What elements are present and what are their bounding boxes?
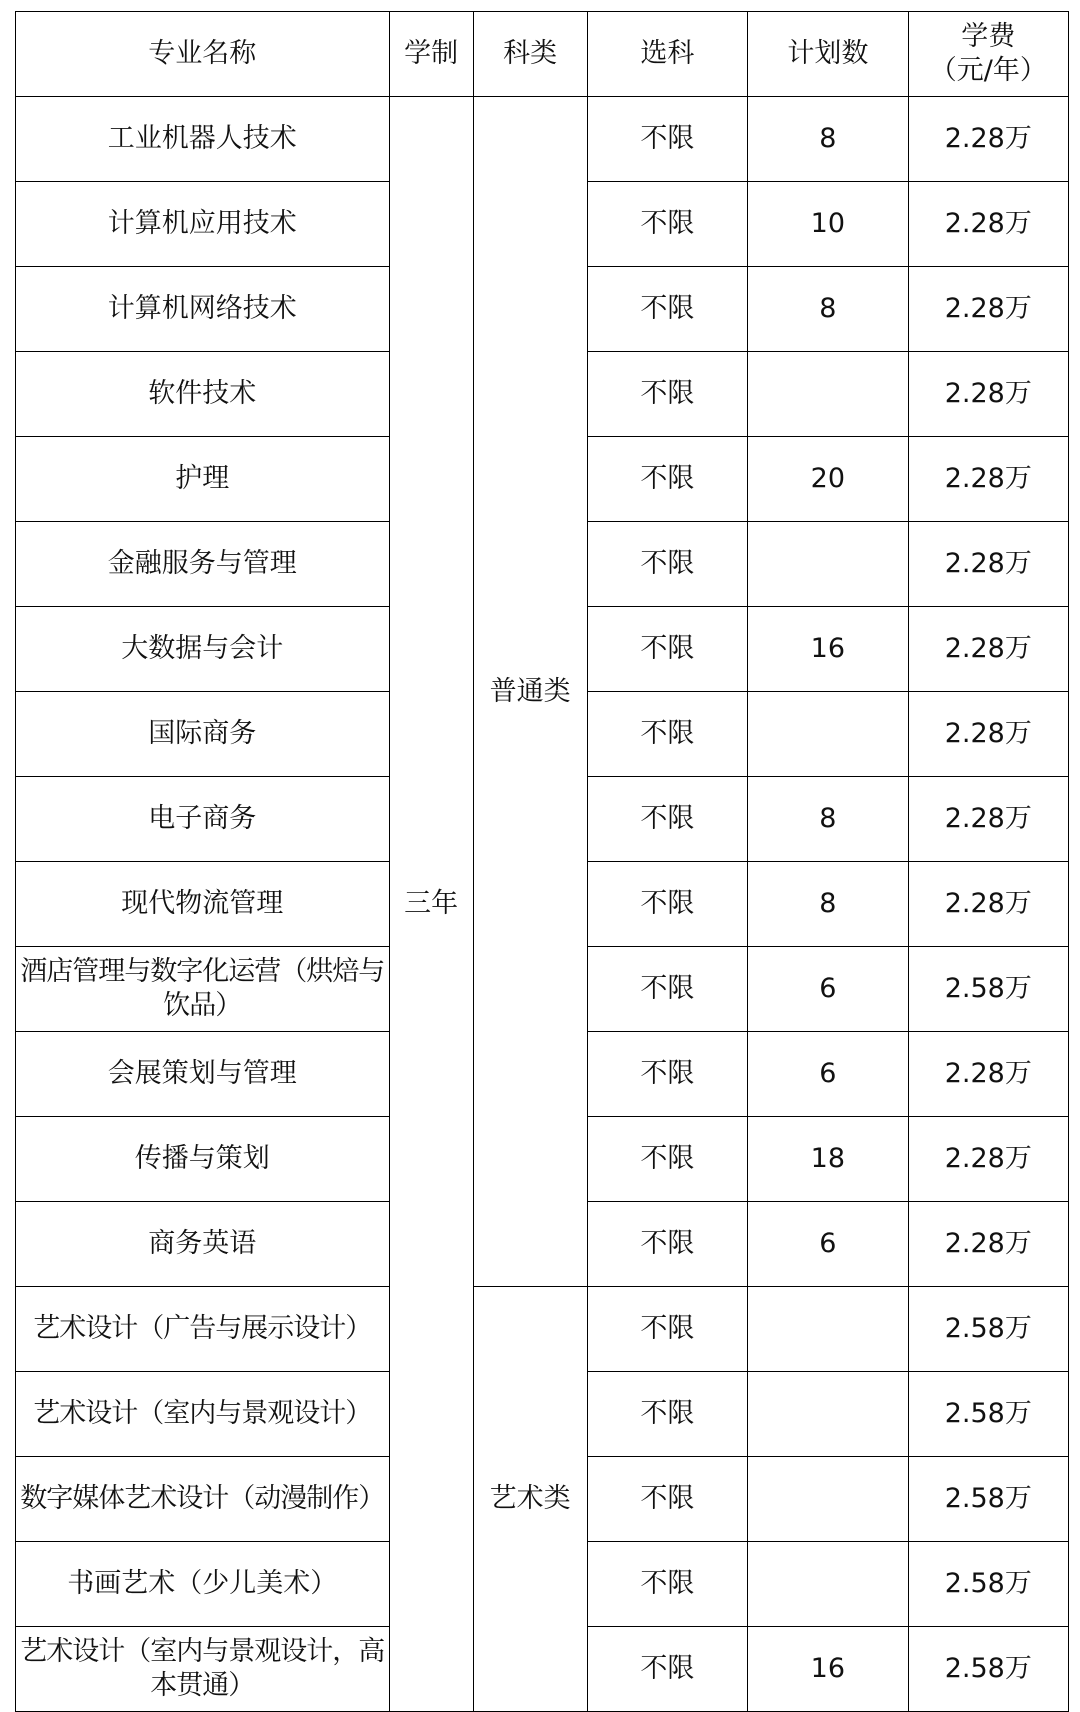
tuition-cell: 2.58万 bbox=[908, 1372, 1068, 1457]
major-name-cell: 计算机网络技术 bbox=[16, 267, 390, 352]
plan-count-cell bbox=[748, 352, 908, 437]
tuition-cell: 2.28万 bbox=[908, 522, 1068, 607]
subject-requirement-cell: 不限 bbox=[587, 947, 747, 1032]
subject-requirement-cell: 不限 bbox=[587, 437, 747, 522]
plan-count-cell: 20 bbox=[748, 437, 908, 522]
subject-requirement-cell: 不限 bbox=[587, 1287, 747, 1372]
header-subject-requirement: 选科 bbox=[587, 12, 747, 97]
major-name-cell: 商务英语 bbox=[16, 1202, 390, 1287]
subject-requirement-cell: 不限 bbox=[587, 777, 747, 862]
tuition-cell: 2.28万 bbox=[908, 692, 1068, 777]
major-name-cell: 工业机器人技术 bbox=[16, 97, 390, 182]
tuition-cell: 2.28万 bbox=[908, 182, 1068, 267]
plan-count-cell: 6 bbox=[748, 947, 908, 1032]
major-name-cell: 艺术设计（室内与景观设计，高本贯通） bbox=[16, 1627, 390, 1712]
subject-requirement-cell: 不限 bbox=[587, 182, 747, 267]
major-name-cell: 会展策划与管理 bbox=[16, 1032, 390, 1117]
category-cell: 普通类 bbox=[473, 97, 587, 1287]
tuition-cell: 2.58万 bbox=[908, 1542, 1068, 1627]
plan-count-cell: 16 bbox=[748, 1627, 908, 1712]
plan-count-cell bbox=[748, 1287, 908, 1372]
major-name-cell: 电子商务 bbox=[16, 777, 390, 862]
tuition-cell: 2.28万 bbox=[908, 1202, 1068, 1287]
subject-requirement-cell: 不限 bbox=[587, 1457, 747, 1542]
subject-requirement-cell: 不限 bbox=[587, 1372, 747, 1457]
major-name-cell: 数字媒体艺术设计（动漫制作） bbox=[16, 1457, 390, 1542]
table-row bbox=[16, 97, 1069, 182]
major-name-cell: 国际商务 bbox=[16, 692, 390, 777]
plan-count-cell: 18 bbox=[748, 1117, 908, 1202]
major-name-cell: 酒店管理与数字化运营（烘焙与饮品） bbox=[16, 947, 390, 1032]
subject-requirement-cell: 不限 bbox=[587, 1032, 747, 1117]
subject-requirement-cell: 不限 bbox=[587, 1542, 747, 1627]
header-category: 科类 bbox=[473, 12, 587, 97]
major-name-cell: 护理 bbox=[16, 437, 390, 522]
major-name-cell: 艺术设计（室内与景观设计） bbox=[16, 1372, 390, 1457]
header-duration: 学制 bbox=[389, 12, 473, 97]
plan-count-cell: 8 bbox=[748, 97, 908, 182]
tuition-cell: 2.28万 bbox=[908, 267, 1068, 352]
subject-requirement-cell: 不限 bbox=[587, 1202, 747, 1287]
major-name-cell: 现代物流管理 bbox=[16, 862, 390, 947]
plan-count-cell bbox=[748, 522, 908, 607]
plan-count-cell: 10 bbox=[748, 182, 908, 267]
major-name-cell: 艺术设计（广告与展示设计） bbox=[16, 1287, 390, 1372]
tuition-cell: 2.28万 bbox=[908, 777, 1068, 862]
tuition-cell: 2.28万 bbox=[908, 97, 1068, 182]
major-name-cell: 大数据与会计 bbox=[16, 607, 390, 692]
tuition-cell: 2.58万 bbox=[908, 1627, 1068, 1712]
subject-requirement-cell: 不限 bbox=[587, 97, 747, 182]
plan-count-cell bbox=[748, 1457, 908, 1542]
tuition-cell: 2.28万 bbox=[908, 352, 1068, 437]
plan-count-cell: 8 bbox=[748, 862, 908, 947]
subject-requirement-cell: 不限 bbox=[587, 692, 747, 777]
major-name-cell: 书画艺术（少儿美术） bbox=[16, 1542, 390, 1627]
header-row bbox=[16, 12, 1069, 97]
subject-requirement-cell: 不限 bbox=[587, 352, 747, 437]
plan-count-cell bbox=[748, 692, 908, 777]
header-plan-count: 计划数 bbox=[748, 12, 908, 97]
subject-requirement-cell: 不限 bbox=[587, 1627, 747, 1712]
subject-requirement-cell: 不限 bbox=[587, 1117, 747, 1202]
tuition-cell: 2.28万 bbox=[908, 607, 1068, 692]
table-row bbox=[16, 1287, 1069, 1372]
major-name-cell: 计算机应用技术 bbox=[16, 182, 390, 267]
table-body bbox=[16, 97, 1069, 1712]
plan-count-cell: 8 bbox=[748, 777, 908, 862]
subject-requirement-cell: 不限 bbox=[587, 267, 747, 352]
plan-count-cell bbox=[748, 1372, 908, 1457]
tuition-cell: 2.58万 bbox=[908, 1287, 1068, 1372]
plan-count-cell: 6 bbox=[748, 1032, 908, 1117]
plan-count-cell: 6 bbox=[748, 1202, 908, 1287]
header-major-name: 专业名称 bbox=[16, 12, 390, 97]
tuition-cell: 2.58万 bbox=[908, 947, 1068, 1032]
subject-requirement-cell: 不限 bbox=[587, 522, 747, 607]
tuition-cell: 2.28万 bbox=[908, 437, 1068, 522]
major-name-cell: 软件技术 bbox=[16, 352, 390, 437]
enrollment-table bbox=[15, 11, 1069, 1712]
tuition-cell: 2.58万 bbox=[908, 1457, 1068, 1542]
major-name-cell: 传播与策划 bbox=[16, 1117, 390, 1202]
plan-count-cell bbox=[748, 1542, 908, 1627]
tuition-cell: 2.28万 bbox=[908, 1117, 1068, 1202]
plan-count-cell: 16 bbox=[748, 607, 908, 692]
plan-count-cell: 8 bbox=[748, 267, 908, 352]
tuition-cell: 2.28万 bbox=[908, 1032, 1068, 1117]
major-name-cell: 金融服务与管理 bbox=[16, 522, 390, 607]
subject-requirement-cell: 不限 bbox=[587, 607, 747, 692]
subject-requirement-cell: 不限 bbox=[587, 862, 747, 947]
header-tuition: 学费 （元/年） bbox=[908, 12, 1068, 97]
tuition-cell: 2.28万 bbox=[908, 862, 1068, 947]
category-cell: 艺术类 bbox=[473, 1287, 587, 1712]
duration-cell: 三年 bbox=[389, 97, 473, 1712]
